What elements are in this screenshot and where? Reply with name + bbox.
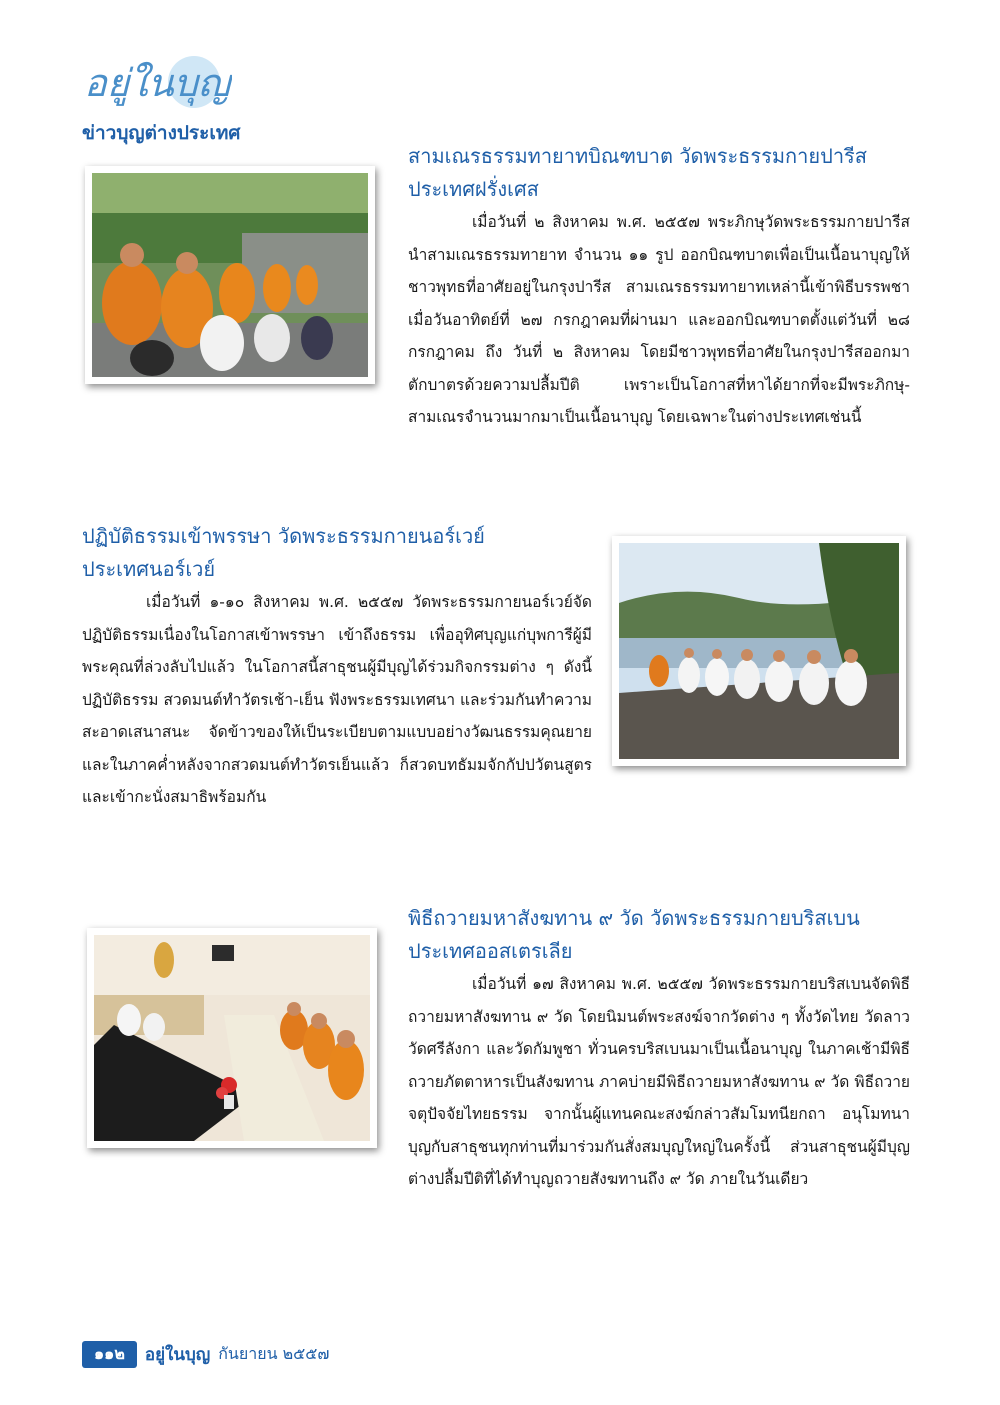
magazine-logo-art: [82, 52, 232, 112]
article-body: [82, 586, 592, 814]
page-number: ๑๑๒: [82, 1341, 137, 1368]
article-title-line2: ประเทศออสเตรเลีย: [408, 939, 573, 963]
article-title-line2: ประเทศฝรั่งเศส: [408, 177, 539, 201]
photo-brisbane-offering: [87, 928, 377, 1148]
article-title-line1: พิธีถวายมหาสังฆทาน ๙ วัด วัดพระธรรมกายบริสเบน: [408, 906, 860, 930]
article-title: [408, 140, 910, 206]
article-title: [408, 902, 910, 968]
article-body-text: เมื่อวันที่ ๑๗ สิงหาคม พ.ศ. ๒๕๕๗ วัดพระธรรมกายบริสเบนจัดพิธีถวายมหาสังฆทาน ๙ วัด โดยนิมนต์พระสงฆ์จากวัดต่าง ๆ ทั้งวัดไทย วัดลาว วัดศรีลังกา และวัดกัมพูชา ทั่วนครบริสเบนมาเป็นเนื้อนาบุญ ในภาคเช้ามีพิธีถวายภัตตาหารเป็นสังฆทาน ภาคบ่ายมีพิธีถวายมหาสังฆทาน ๙ วัด พิธีถวายจตุปัจจัยไทยธรรม จากนั้นผู้แทนคณะสงฆ์กล่าวสัมโมทนียกถา อนุโมทนาบุญกับสาธุชนทุกท่านที่มาร่วมกันสั่งสมบุญใหญ่ในครั้งนี้ ส่วนสาธุชนผู้มีบุญต่างปลื้มปีติที่ได้ทำบุญถวายสังฆทานถึง ๙ วัด ภายในวันเดียว: [408, 975, 910, 1188]
section-label: ข่าวบุญต่างประเทศ: [82, 122, 241, 144]
article-body: [408, 206, 910, 434]
article-brisbane: [408, 902, 910, 1196]
article-title-line1: สามเณรธรรมทายาทบิณฑบาต วัดพระธรรมกายปารีส: [408, 144, 867, 168]
article-title: [82, 520, 592, 586]
article-norway: [82, 520, 592, 814]
photo-norway-meditation: [612, 536, 906, 766]
article-body-text: เมื่อวันที่ ๑-๑๐ สิงหาคม พ.ศ. ๒๕๕๗ วัดพระธรรมกายนอร์เวย์จัดปฏิบัติธรรมเนื่องในโอกาสเข้าพรรษา เข้าถึงธรรม เพื่ออุทิศบุญแก่บุพการีผู้มีพระคุณที่ล่วงลับไปแล้ว ในโอกาสนี้สาธุชนผู้มีบุญได้ร่วมกิจกรรมต่าง ๆ ดังนี้ ปฏิบัติธรรม สวดมนต์ทำวัตรเช้า-เย็น ฟังพระธรรมเทศนา และร่วมกันทำความสะอาดเสนาสนะ จัดข้าวของให้เป็นระเบียบตามแบบอย่างวัฒนธรรมคุณยาย และในภาคค่ำหลังจากสวดมนต์ทำวัตรเย็นแล้ว ก็สวดบทธัมมจักกัปปวัตนสูตรและเข้ากะนั่งสมาธิพร้อมกัน: [82, 593, 592, 806]
photo-paris-alms-round: [85, 166, 375, 384]
article-paris: [408, 140, 910, 434]
footer-magazine-title: อยู่ในบุญ: [144, 1345, 211, 1365]
article-body-text: เมื่อวันที่ ๒ สิงหาคม พ.ศ. ๒๕๕๗ พระภิกษุวัดพระธรรมกายปารีสนำสามเณรธรรมทายาท จำนวน ๑๑ รูป ออกบิณฑบาตเพื่อเป็นเนื้อนาบุญให้ชาวพุทธที่อาศัยอยู่ในกรุงปารีส สามเณรธรรมทายาทเหล่านี้เข้าพิธีบรรพชาเมื่อวันอาทิตย์ที่ ๒๗ กรกฎาคมที่ผ่านมา และออกบิณฑบาตตั้งแต่วันที่ ๒๘ กรกฎาคม ถึง วันที่ ๒ สิงหาคม โดยมีชาวพุทธที่อาศัยในกรุงปารีสออกมาตักบาตรด้วยความปลื้มปีติ เพราะเป็นโอกาสที่หาได้ยากที่จะมีพระภิกษุ-สามเณรจำนวนมากมาเป็นเนื้อนาบุญ โดยเฉพาะในต่างประเทศเช่นนี้: [408, 213, 910, 426]
article-body: [408, 968, 910, 1196]
article-title-line1: ปฏิบัติธรรมเข้าพรรษา วัดพระธรรมกายนอร์เวย์: [82, 524, 485, 548]
logo-wordmark: อยู่ในบุญ: [84, 61, 231, 105]
magazine-logo: [82, 52, 232, 112]
footer-issue-date: กันยายน ๒๕๕๗: [218, 1344, 330, 1363]
article-title-line2: ประเทศนอร์เวย์: [82, 557, 216, 581]
page-footer: [82, 1341, 329, 1368]
